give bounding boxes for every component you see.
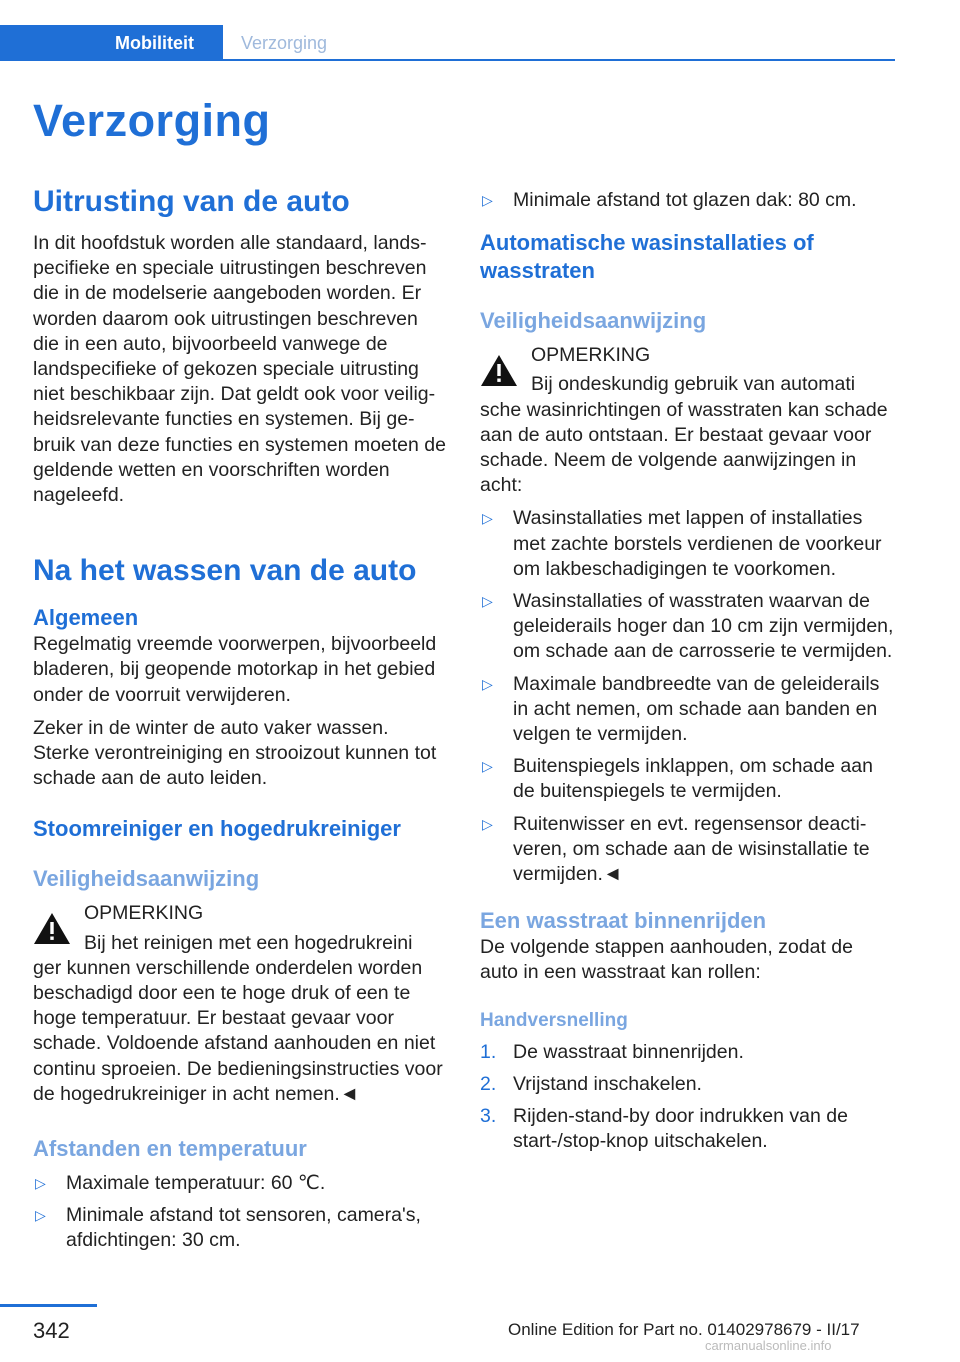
heading-algemeen: Algemeen (33, 605, 139, 631)
list-glazen-dak (480, 188, 895, 213)
page-number: 342 (33, 1318, 70, 1343)
note-label-right: OPMERKING (531, 344, 651, 367)
section-title-uitrusting: Uitrusting van de auto (33, 185, 350, 218)
warning-triangle-icon (33, 911, 71, 945)
note-text-right: sche wasinrichtingen of wasstraten kan schade aan de auto ontstaan. Er bestaat gevaar voor schade. Neem de volgende aanwijzingen in acht: (480, 398, 888, 497)
list-item: 1. De wasstraat binnenrijden. (480, 1040, 895, 1065)
list-item: 3. Rijden-stand-by door indrukken van de start-/stop-knop uitschakelen. (480, 1105, 848, 1153)
step-number: 3. (480, 1105, 497, 1128)
list-wasinstallaties (480, 506, 895, 887)
note-block-left (33, 901, 448, 1107)
list-item: 2. Vrijstand inschakelen. (480, 1072, 895, 1097)
heading-handversnelling: Handversnelling (480, 1009, 628, 1031)
footer-edition: Online Edition for Part no. 01402978679 - II/17 (508, 1320, 860, 1339)
list-item: ▷ Wasinstallaties of wasstraten waarvan de geleiderails hoger dan 10 cm zijn vermijden, om schade aan de carrosserie te vermijden. (482, 590, 894, 663)
paragraph-algemeen-2: Zeker in de winter de auto vaker wassen. Sterke verontreiniging en strooizout kunnen tot schade aan de auto leiden. (33, 716, 437, 790)
note-first-line-left: Bij het reinigen met een hogedrukreini (84, 931, 413, 954)
heading-wasstraat-binnenrijden: Een wasstraat binnenrijden (480, 908, 767, 934)
section-title-na-wassen: Na het wassen van de auto (33, 554, 417, 588)
triangle-right-icon: ▷ (482, 192, 493, 208)
left-column (33, 183, 448, 1261)
note-label-left: OPMERKING (84, 902, 204, 925)
warning-triangle-icon (480, 353, 518, 387)
step-number: 2. (480, 1072, 497, 1095)
steps-list (480, 1040, 895, 1155)
heading-automatische-wasinstallaties: Automatische wasinstallaties of wasstraten (480, 230, 814, 284)
heading-afstanden: Afstanden en temperatuur (33, 1136, 307, 1162)
triangle-right-icon: ▷ (482, 675, 493, 692)
heading-veiligheidsaanwijzing-left: Veiligheidsaanwijzing (33, 866, 260, 892)
tab-verzorging[interactable]: Verzorging (241, 33, 328, 53)
footer-divider (0, 1304, 97, 1307)
triangle-right-icon: ▷ (482, 758, 493, 775)
note-block-right (480, 343, 895, 498)
paragraph-algemeen-1: Regelmatig vreemde voorwerpen, bijvoorbeeld bladeren, bij geopende motorkap in het gebied onder de voorruit verwijderen. (33, 633, 437, 706)
list-item: ▷ Maximale temperatuur: 60 ℃. (33, 1171, 448, 1196)
right-column (480, 183, 895, 1161)
list-item: ▷ Minimale afstand tot glazen dak: 80 cm. (480, 188, 895, 213)
triangle-right-icon: ▷ (482, 593, 493, 610)
note-first-line-right: Bij ondeskundig gebruik van automati (531, 373, 856, 396)
list-item: ▷ Ruitenwisser en evt. regensensor deactiveren, om schade aan de wisinstallatie te vermijden.◄ (482, 812, 870, 886)
list-item: ▷ Minimale afstand tot sensoren, camera's, afdichtingen: 30 cm. (35, 1204, 421, 1252)
triangle-right-icon: ▷ (35, 1175, 46, 1192)
triangle-right-icon: ▷ (482, 815, 493, 832)
heading-stoomreiniger: Stoomreiniger en hogedrukreiniger (33, 816, 401, 842)
page-title: Verzorging (33, 95, 271, 146)
paragraph-uitrusting: In dit hoofdstuk worden alle standaard, landspecifieke en speciale uitrustingen beschreven die in de modelserie aangeboden worden. Er worden daarom ook uitrustingen beschreven die in een auto, bijvoorbeeld vanwege de landspecifieke of gekozen speciale uitrusting niet beschikbaar zijn. Dat geldt ook voor veiligheidsrelevante functies en systemen. Bij gebruik van deze functies en systemen moeten de geldende wetten en voorschriften worden nageleefd. (33, 232, 446, 507)
tab-mobiliteit[interactable]: Mobiliteit (0, 25, 223, 61)
note-text-left: ger kunnen verschillende onderdelen worden beschadigd door een te hoge druk of een te hoge temperatuur. Er bestaat gevaar voor schade. Voldoende afstand aanhouden en niet continu sproeien. De bedieningsinstructies voor de hogedrukreiniger in acht nemen.◄ (33, 956, 443, 1105)
heading-veiligheidsaanwijzing-right: Veiligheidsaanwijzing (480, 308, 707, 334)
list-item: ▷ Maximale bandbreedte van de geleiderails in acht nemen, om schade aan banden en velgen te vermijden. (482, 672, 880, 746)
list-item: ▷ Buitenspiegels inklappen, om schade aan de buitenspiegels te vermijden. (482, 755, 873, 803)
header-tabbar (0, 25, 895, 61)
list-item: ▷ Wasinstallaties met lappen of installaties met zachte borstels verdienen de voorkeur om lakbeschadigingen te voorkomen. (482, 507, 882, 580)
list-afstanden (33, 1171, 448, 1254)
footer-watermark: carmanualsonline.info (705, 1338, 832, 1353)
triangle-right-icon: ▷ (482, 510, 493, 527)
paragraph-wasstraat: De volgende stappen aanhouden, zodat de auto in een wasstraat kan rollen: (480, 936, 853, 984)
triangle-right-icon: ▷ (35, 1207, 46, 1224)
step-number: 1. (480, 1040, 497, 1063)
